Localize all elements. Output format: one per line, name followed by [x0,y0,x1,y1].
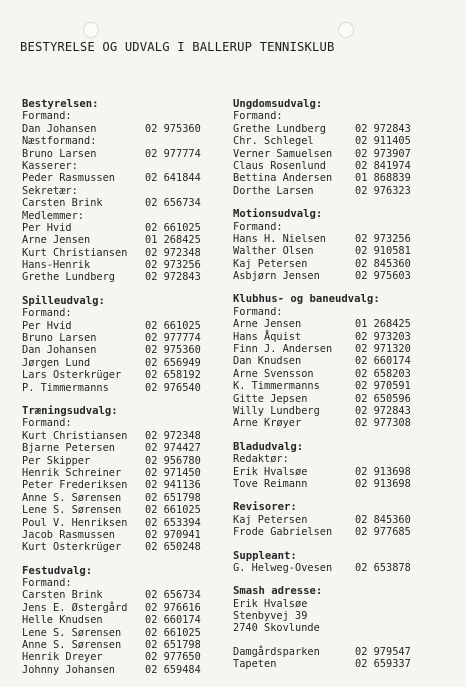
phone-number: 02 977685 [355,526,411,539]
member-name: Anne S. Sørensen [22,639,122,652]
committee-section [233,441,448,491]
member-name: Kurt Christiansen [22,246,128,259]
phone-number: 02 973203 [355,330,411,343]
phone-number: 02 913698 [355,477,411,490]
phone-number: 02 913698 [355,465,411,478]
member-row [233,343,448,355]
member-name: Frode Gabrielsen [233,526,333,539]
member-row [233,110,448,122]
member-row [233,453,448,465]
member-row [233,562,448,574]
member-row [233,598,448,610]
phone-number: 02 911405 [355,135,411,148]
member-row [233,160,448,172]
member-name: Medlemmer: [22,209,84,222]
member-row [22,172,222,184]
committee-section [233,208,448,282]
phone-number: 02 658203 [355,367,411,380]
phone-number: 02 973256 [355,232,411,245]
member-row [22,197,222,209]
member-row [233,148,448,160]
phone-number: 02 971450 [145,466,201,479]
member-row [22,210,222,222]
punch-hole-right [338,22,354,38]
committee-section [233,501,448,538]
member-name: G. Helweg-Ovesen [233,561,333,574]
member-name: Finn J. Andersen [233,343,333,356]
member-name: Formand: [233,220,283,233]
phone-number: 02 656734 [145,197,201,210]
member-row [233,355,448,367]
member-row [22,148,222,160]
committee-section [233,98,448,197]
phone-number: 02 972843 [145,271,201,284]
member-name: Kurt Osterkrüger [22,541,122,554]
member-row [22,479,222,491]
member-name: Carsten Brink [22,197,103,210]
section-title: Ungdomsudvalg: [233,98,323,110]
member-row [22,417,222,429]
member-name: Tove Reimann [233,477,308,490]
member-name: P. Timmermanns [22,381,109,394]
member-row [22,602,222,614]
member-name: K. Timmermanns [233,380,320,393]
member-name: Chr. Schlegel [233,135,314,148]
phone-number: 02 650596 [355,392,411,405]
member-row [22,577,222,589]
section-title: Træningsudvalg: [22,404,118,417]
member-name: Lene S. Sørensen [22,504,122,517]
section-title: Motionsudvalg: [233,208,323,221]
member-row [233,233,448,245]
member-row [233,306,448,318]
phone-number: 02 972348 [145,246,201,259]
member-row [233,270,448,282]
member-row [233,185,448,197]
phone-number: 02 651798 [145,491,201,504]
phone-number: 02 972843 [355,404,411,417]
member-name: Jacob Rasmussen [22,528,115,541]
member-row [22,222,222,234]
member-row [233,417,448,429]
phone-number: 01 268425 [145,234,201,247]
member-row [233,380,448,392]
member-name: Stenbyvej 39 [233,610,308,623]
phone-number: 02 653878 [355,561,411,574]
member-row [22,589,222,601]
phone-number: 02 661025 [145,504,201,517]
member-row [233,172,448,184]
member-name: Formand: [233,110,283,123]
member-name: Kasserer: [22,159,78,172]
member-name: Helle Knudsen [22,614,103,627]
phone-number: 02 977650 [145,651,201,664]
phone-number: 02 656949 [145,356,201,369]
member-row [22,529,222,541]
member-name: Per Skipper [22,454,91,467]
section-title: Revisorer: [233,501,297,514]
member-row [233,258,448,270]
member-name: Sekretær: [22,184,78,197]
phone-number: 02 975360 [145,122,201,135]
phone-number: 02 979547 [355,645,411,658]
section-title: Smash adresse: [233,585,323,598]
phone-number: 02 641844 [145,172,201,185]
member-name: Dan Johansen [22,344,97,357]
member-name: Formand: [233,305,283,318]
page-title: BESTYRELSE OG UDVALG I BALLERUP TENNISKLUB [20,40,335,54]
member-row [22,614,222,626]
member-name: Hans H. Nielsen [233,232,326,245]
member-name: Verner Samuelsen [233,147,333,160]
member-row [22,271,222,283]
phone-number: 02 661025 [145,221,201,234]
member-name: Grethe Lundberg [233,122,326,135]
member-row [22,135,222,147]
phone-number: 02 660174 [145,614,201,627]
member-row [233,514,448,526]
member-row [22,344,222,356]
member-name: Arne Krøyer [233,417,302,430]
member-name: Damgårdsparken [233,645,320,658]
member-name: Jørgen Lund [22,356,91,369]
member-name: Peter Frederiksen [22,479,128,492]
phone-number: 02 976323 [355,184,411,197]
member-name: Johnny Johansen [22,663,115,676]
member-name: Poul V. Henriksen [22,516,128,529]
member-name: Anne S. Sørensen [22,491,122,504]
member-name: 2740 Skovlunde [233,622,320,635]
phone-number: 02 975360 [145,344,201,357]
member-row [22,651,222,663]
member-name: Kaj Petersen [233,257,308,270]
phone-number: 02 656734 [145,589,201,602]
member-row [22,455,222,467]
member-name: Bruno Larsen [22,332,97,345]
member-name: Henrik Schreiner [22,466,122,479]
section-title: Spilleudvalg: [22,294,105,307]
member-row [22,332,222,344]
member-row [233,245,448,257]
phone-number: 02 651798 [145,639,201,652]
member-name: Arne Svensson [233,367,314,380]
phone-number: 02 845360 [355,513,411,526]
member-name: Næstformand: [22,135,97,148]
member-row [22,234,222,246]
member-name: Dan Johansen [22,122,97,135]
member-row [22,185,222,197]
member-name: Formand: [22,110,72,123]
committee-section [22,295,222,394]
committee-section [233,646,448,671]
member-row [233,646,448,658]
member-row [22,123,222,135]
member-row [233,368,448,380]
member-row [233,318,448,330]
member-row [233,393,448,405]
phone-number: 02 910581 [355,245,411,258]
member-name: Willy Lundberg [233,404,320,417]
left-column [22,98,222,687]
phone-number: 01 268425 [355,318,411,331]
member-row [22,442,222,454]
phone-number: 02 977774 [145,147,201,160]
phone-number: 02 970591 [355,380,411,393]
member-name: Walther Olsen [233,245,314,258]
phone-number: 02 650248 [145,541,201,554]
member-row [233,610,448,622]
member-name: Peder Rasmussen [22,172,115,185]
member-name: Gitte Jepsen [233,392,308,405]
member-row [22,541,222,553]
member-row [22,320,222,332]
phone-number: 02 659484 [145,663,201,676]
punch-hole-left [83,22,99,38]
committee-section [22,565,222,677]
member-name: Carsten Brink [22,589,103,602]
committee-section [22,98,222,284]
member-row [22,627,222,639]
phone-number: 02 977308 [355,417,411,430]
phone-number: 02 941136 [145,479,201,492]
member-name: Hans-Henrik [22,259,91,272]
phone-number: 02 653394 [145,516,201,529]
member-row [22,160,222,172]
section-title: Bestyrelsen: [22,98,99,110]
member-name: Redaktør: [233,453,289,466]
phone-number: 02 970941 [145,528,201,541]
member-row [22,382,222,394]
committee-section [233,585,448,635]
member-row [22,307,222,319]
member-row [233,622,448,634]
member-name: Arne Jensen [233,318,302,331]
member-name: Erik Hvalsøe [233,597,308,610]
member-name: Erik Hvalsøe [233,465,308,478]
member-row [233,331,448,343]
member-row [233,221,448,233]
phone-number: 02 972348 [145,429,201,442]
member-name: Jens E. Østergård [22,601,128,614]
committee-section [22,405,222,554]
right-column [233,98,448,682]
committee-section [233,550,448,575]
phone-number: 02 975603 [355,270,411,283]
member-name: Arne Jensen [22,234,91,247]
member-row [22,492,222,504]
member-name: Per Hvid [22,319,72,332]
member-name: Hans Åquist [233,330,302,343]
phone-number: 02 972843 [355,122,411,135]
phone-number: 02 976540 [145,381,201,394]
member-row [233,658,448,670]
member-row [22,517,222,529]
member-name: Dan Knudsen [233,355,302,368]
member-row [22,664,222,676]
member-name: Dorthe Larsen [233,184,314,197]
phone-number: 02 976616 [145,601,201,614]
member-name: Henrik Dreyer [22,651,103,664]
committee-section [233,293,448,429]
member-row [233,526,448,538]
member-row [22,467,222,479]
section-title: Klubhus- og baneudvalg: [233,293,380,306]
member-name: Bruno Larsen [22,147,97,160]
member-name: Kurt Christiansen [22,429,128,442]
member-row [22,430,222,442]
member-row [22,357,222,369]
phone-number: 02 974427 [145,442,201,455]
member-name: Grethe Lundberg [22,271,115,284]
phone-number: 02 973256 [145,259,201,272]
phone-number: 02 659337 [355,658,411,671]
member-row [233,135,448,147]
phone-number: 01 868839 [355,172,411,185]
member-row [22,110,222,122]
member-name: Claus Rosenlund [233,159,326,172]
member-name: Tapeten [233,658,277,671]
member-name: Bjarne Petersen [22,442,115,455]
member-name: Formand: [22,307,72,320]
phone-number: 02 956780 [145,454,201,467]
member-name: Kaj Petersen [233,513,308,526]
member-row [22,247,222,259]
member-row [233,478,448,490]
member-row [22,369,222,381]
member-row [233,466,448,478]
phone-number: 02 841974 [355,159,411,172]
member-name: Bettina Andersen [233,172,333,185]
phone-number: 02 660174 [355,355,411,368]
member-row [22,259,222,271]
phone-number: 02 661025 [145,626,201,639]
member-row [233,123,448,135]
section-title: Bladudvalg: [233,440,304,453]
member-name: Per Hvid [22,221,72,234]
section-title: Suppleant: [233,549,297,562]
phone-number: 02 658192 [145,369,201,382]
phone-number: 02 973907 [355,147,411,160]
section-title: Festudvalg: [22,564,93,577]
member-name: Asbjørn Jensen [233,270,320,283]
member-name: Lene S. Sørensen [22,626,122,639]
member-row [22,639,222,651]
phone-number: 02 661025 [145,319,201,332]
phone-number: 02 977774 [145,332,201,345]
member-name: Formand: [22,577,72,590]
member-row [233,405,448,417]
phone-number: 02 845360 [355,257,411,270]
member-row [22,504,222,516]
member-name: Formand: [22,417,72,430]
phone-number: 02 971320 [355,343,411,356]
member-name: Lars Osterkrüger [22,369,122,382]
